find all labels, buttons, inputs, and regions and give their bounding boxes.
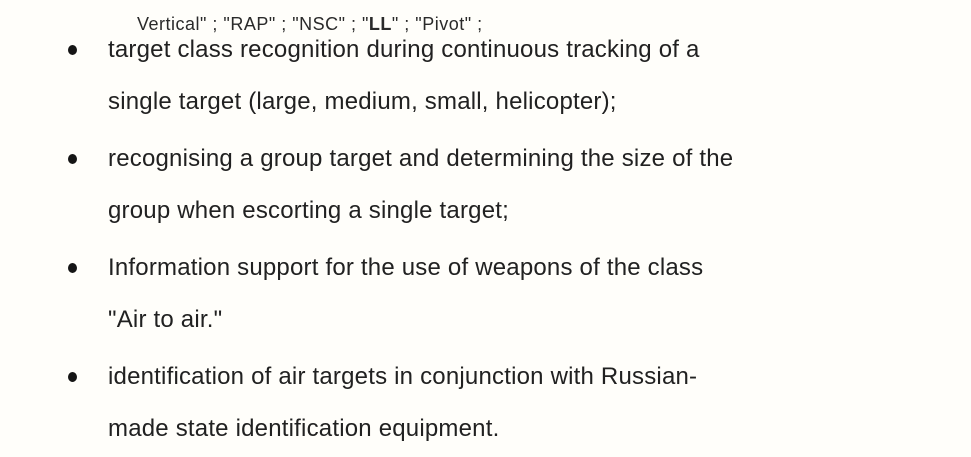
bullet-text <box>108 133 733 237</box>
clipped-top-line-bold: LL <box>368 14 392 34</box>
bullet-list <box>0 24 971 455</box>
bullet-text <box>108 351 697 455</box>
bullet-icon <box>68 154 77 164</box>
bullet-icon <box>68 45 77 55</box>
bullet-icon <box>68 372 77 382</box>
bullet-line: made state identification equipment. <box>108 415 500 442</box>
clipped-top-line-post: " ; "Pivot" ; <box>391 14 483 34</box>
bullet-icon <box>68 263 77 273</box>
bullet-line: "Air to air." <box>108 306 223 333</box>
list-item <box>0 242 971 346</box>
bullet-line: single target (large, medium, small, helicopter); <box>108 88 617 115</box>
bullet-line: Information support for the use of weapons of the class <box>108 254 704 281</box>
bullet-line: recognising a group target and determining the size of the <box>108 145 734 172</box>
list-item <box>0 351 971 455</box>
list-item <box>0 133 971 237</box>
bullet-line: identification of air targets in conjunction with Russian- <box>108 363 698 390</box>
clipped-top-line <box>115 0 483 60</box>
bullet-line: target class recognition during continuous tracking of a <box>108 36 700 63</box>
clipped-top-line-pre: Vertical" ; "RAP" ; "NSC" ; " <box>137 14 369 34</box>
bullet-text <box>108 242 703 346</box>
bullet-line: group when escorting a single target; <box>108 197 509 224</box>
